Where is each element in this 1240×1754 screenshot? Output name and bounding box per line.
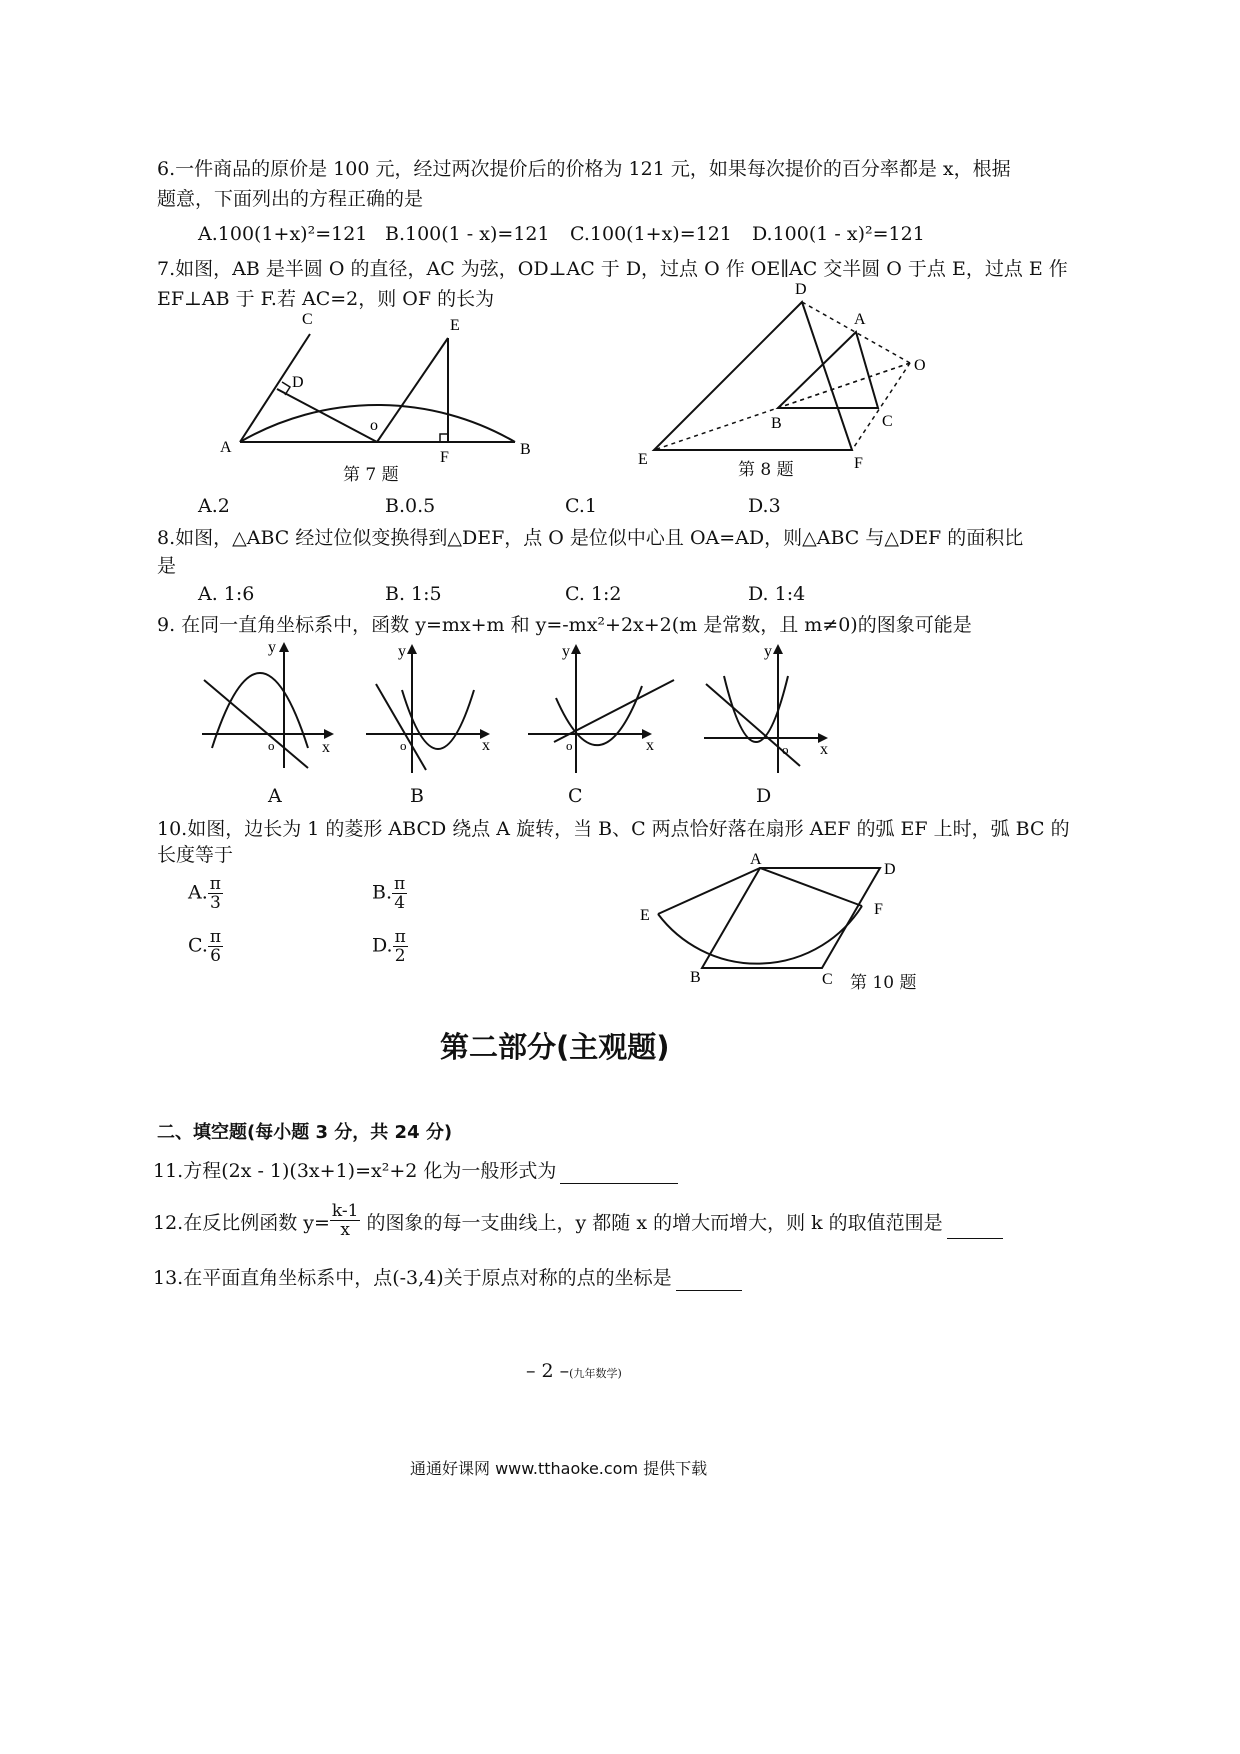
q6-option-c: C.100(1+x)=121	[570, 223, 732, 245]
q10-caption: 第 10 题	[850, 973, 917, 993]
q11-answer-blank[interactable]	[560, 1163, 678, 1184]
q8-label-c: C	[882, 413, 893, 430]
q12-answer-blank[interactable]	[947, 1218, 1003, 1239]
q7-label-c: C	[302, 311, 313, 328]
q10-line2: 长度等于	[157, 844, 234, 866]
q8-label-a: A	[854, 311, 866, 328]
q11-text	[153, 1158, 678, 1184]
q9a-parabola	[212, 673, 308, 748]
q9-graph-d	[700, 638, 850, 778]
q7-label-b: B	[520, 441, 531, 458]
q9a-y-label: y	[268, 639, 276, 656]
q10-option-d	[372, 928, 408, 965]
q10-option-c-fraction	[208, 928, 223, 965]
q10-option-a-fraction	[208, 875, 223, 912]
q10-label-c: C	[822, 971, 833, 988]
q8-figure	[630, 278, 940, 478]
q9-label-b: B	[410, 785, 424, 807]
q7-label-o: o	[370, 417, 378, 434]
q7-label-f: F	[440, 449, 449, 466]
q10-option-c-prefix: C.	[188, 934, 208, 957]
q10-option-a	[188, 875, 223, 912]
q7-caption: 第 7 题	[343, 465, 399, 485]
subject-label: (九年数学)	[569, 1367, 622, 1380]
q7-segment-od	[277, 389, 377, 442]
q9b-x-label: x	[482, 737, 490, 754]
q9-graph-a	[198, 638, 348, 778]
q8-triangle-abc	[778, 332, 878, 408]
q8-triangle-def	[654, 302, 852, 450]
q7-label-d: D	[292, 374, 304, 391]
q8-line-of	[852, 363, 910, 450]
q9b-o-label: o	[400, 738, 407, 753]
q8-label-d: D	[795, 281, 807, 298]
q7-line1: 7.如图，AB 是半圆 O 的直径，AC 为弦，OD⊥AC 于 D，过点 O 作 OE∥AC 交半圆 O 于点 E，过点 E 作	[157, 258, 1068, 280]
q6-line2: 题意，下面列出的方程正确的是	[157, 188, 424, 210]
q9a-o-label: o	[268, 738, 275, 753]
q8-option-a: A. 1:6	[198, 583, 255, 605]
q9-graph-c	[524, 638, 684, 778]
q9b-line	[376, 684, 426, 770]
page-number-text: – 2 –	[526, 1360, 570, 1382]
q9d-y-label: y	[764, 643, 772, 660]
q10-label-b: B	[690, 969, 701, 986]
q7-option-d: D.3	[748, 495, 781, 517]
q9c-parabola	[556, 686, 642, 745]
q8-line1: 8.如图，△ABC 经过位似变换得到△DEF，点 O 是位似中心且 OA=AD，则△ABC 与△DEF 的面积比	[157, 527, 1024, 549]
q9c-o-label: o	[566, 738, 573, 753]
q7-line2: EF⊥AB 于 F.若 AC=2，则 OF 的长为	[157, 288, 495, 310]
q9b-y-label: y	[398, 643, 406, 660]
q10-radius-ae	[658, 868, 760, 914]
q8-line2: 是	[157, 555, 177, 577]
q12-numerator: k-1	[331, 1201, 359, 1221]
q6-option-d: D.100(1 - x)²=121	[752, 223, 925, 245]
q6-option-a: A.100(1+x)²=121	[198, 223, 368, 245]
q9c-x-label: x	[646, 737, 654, 754]
q12-prefix: 12.在反比例函数 y=	[153, 1212, 330, 1234]
q12-denominator: x	[340, 1220, 350, 1240]
q7-option-a: A.2	[198, 495, 230, 517]
q13-answer-blank[interactable]	[676, 1270, 742, 1291]
q10-option-b-fraction	[392, 875, 407, 912]
q10-sector-arc	[658, 906, 862, 964]
q10-radius-af	[760, 868, 862, 906]
q10-option-b	[372, 875, 407, 912]
download-credit: 通通好课网 www.tthaoke.com 提供下载	[410, 1459, 708, 1478]
q9-label-d: D	[756, 785, 772, 807]
q8-caption: 第 8 题	[738, 460, 794, 480]
page-number	[526, 1360, 622, 1382]
q11-label: 11.方程(2x - 1)(3x+1)=x²+2 化为一般形式为	[153, 1160, 557, 1182]
q6-option-b: B.100(1 - x)=121	[385, 223, 550, 245]
q9c-line	[554, 680, 674, 742]
q10-label-a: A	[750, 851, 762, 868]
q8-option-d: D. 1:4	[748, 583, 806, 605]
q10-line1: 10.如图，边长为 1 的菱形 ABCD 绕点 A 旋转，当 B、C 两点恰好落在扇形 AEF 的弧 EF 上时，弧 BC 的	[157, 818, 1070, 840]
q7-option-b: B.0.5	[385, 495, 436, 517]
q6-line1: 6.一件商品的原价是 100 元，经过两次提价后的价格为 121 元，如果每次提价的百分率都是 x，根据	[157, 158, 1011, 180]
q10-option-d-prefix: D.	[372, 934, 393, 957]
q10-label-f: F	[874, 901, 883, 918]
q10-option-b-num: π	[394, 874, 406, 894]
q9c-y-arrow	[571, 644, 581, 654]
q9a-x-label: x	[322, 739, 330, 756]
q9d-x-label: x	[820, 741, 828, 758]
q8-option-b: B. 1:5	[385, 583, 442, 605]
q9-graph-b	[362, 638, 512, 778]
q13-label: 13.在平面直角坐标系中，点(-3,4)关于原点对称的点的坐标是	[153, 1267, 672, 1289]
q7-segment-oe	[377, 338, 448, 442]
q10-option-a-num: π	[209, 874, 221, 894]
q10-option-c-den: 6	[210, 946, 221, 966]
q10-label-d: D	[884, 861, 896, 878]
part2-title: 第二部分(主观题)	[440, 1030, 670, 1064]
q10-option-d-den: 2	[394, 946, 406, 966]
q9c-y-label: y	[562, 643, 570, 660]
q9-label-c: C	[568, 785, 583, 807]
q10-label-e: E	[640, 907, 650, 924]
q9d-o-label: o	[782, 742, 789, 757]
q8-line-ob	[778, 363, 910, 408]
q7-label-a: A	[220, 439, 232, 456]
q12-text	[153, 1202, 1003, 1239]
q8-option-c: C. 1:2	[565, 583, 622, 605]
q9a-x-arrow	[324, 729, 334, 739]
q12-fraction	[330, 1202, 361, 1239]
q7-right-angle-f	[440, 434, 448, 442]
q10-option-b-prefix: B.	[372, 881, 393, 904]
q9b-y-arrow	[407, 644, 417, 654]
q8-label-f: F	[854, 455, 863, 472]
q12-suffix: 的图象的每一支曲线上，y 都随 x 的增大而增大，则 k 的取值范围是	[360, 1212, 943, 1234]
q10-option-d-fraction	[393, 928, 408, 965]
q9-line1: 9. 在同一直角坐标系中，函数 y=mx+m 和 y=-mx²+2x+2(m 是常数，且 m≠0)的图象可能是	[157, 614, 972, 636]
q10-option-c-num: π	[209, 927, 222, 947]
q10-option-a-den: 3	[209, 893, 221, 913]
q9d-y-arrow	[773, 644, 783, 654]
q9a-y-arrow	[279, 642, 289, 652]
q7-option-c: C.1	[565, 495, 597, 517]
q8-label-b: B	[771, 415, 782, 432]
q7-label-e: E	[450, 317, 460, 334]
q10-option-b-den: 4	[394, 893, 406, 913]
part2-section-heading: 二、填空题(每小题 3 分，共 24 分)	[157, 1122, 453, 1143]
q10-option-a-prefix: A.	[188, 881, 208, 904]
q9-label-a: A	[268, 785, 282, 807]
q13-text	[153, 1265, 742, 1291]
q10-option-c	[188, 928, 223, 965]
q10-option-d-num: π	[394, 927, 406, 947]
q8-label-e: E	[638, 451, 648, 468]
q8-label-o: O	[914, 357, 926, 374]
